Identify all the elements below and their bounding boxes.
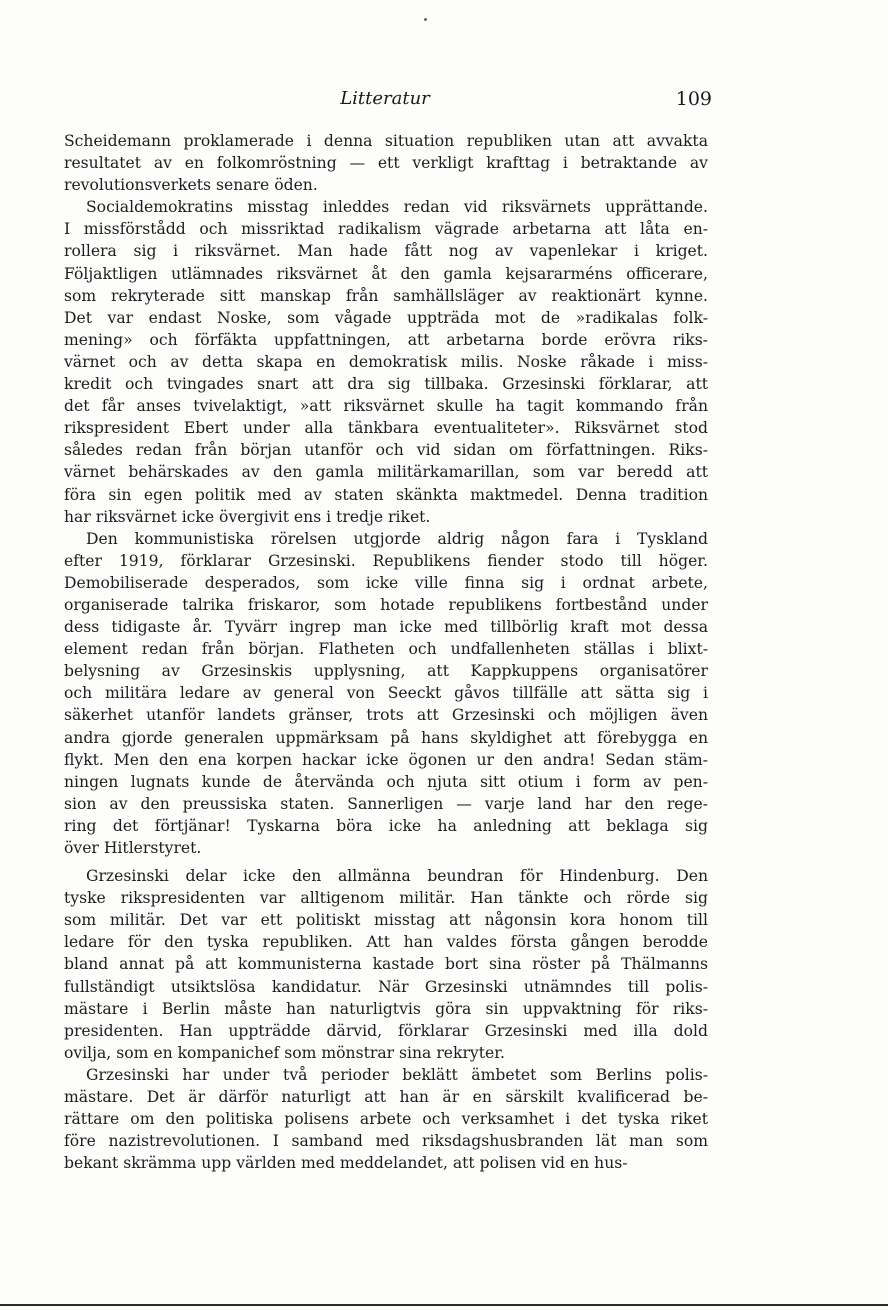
text-line: säkerhet utanför landets gränser, trots att Grzesinski och möjligen även: [64, 706, 708, 725]
text-line: således redan från början utanför och vid sidan om författningen. Riks-: [64, 441, 708, 460]
text-line: mästare i Berlin måste han naturligtvis göra sin uppvaktning för riks-: [64, 999, 708, 1018]
text-line: tyske rikspresidenten var alltigenom militär. Han tänkte och rörde sig: [64, 889, 708, 908]
text-line: andra gjorde generalen uppmärksam på hans skyldighet att förebygga en: [64, 728, 708, 747]
text-line: Scheidemann proklamerade i denna situation republiken utan att avvakta: [64, 132, 708, 150]
text-line: sion av den preussiska staten. Sannerligen — varje land har den rege-: [64, 794, 708, 813]
text-line: föra sin egen politik med av staten skänkta maktmedel. Denna tradition: [64, 485, 708, 504]
text-line: rättare om den politiska polisens arbete och verksamhet i det tyska riket: [64, 1110, 708, 1129]
text-line: Demobiliserade desperados, som icke ville finna sig i ordnat arbete,: [64, 573, 708, 592]
text-line: värnet och av detta skapa en demokratisk milis. Noske råkade i miss-: [64, 352, 708, 371]
text-line: revolutionsverkets senare öden.: [64, 176, 318, 195]
text-line: före nazistrevolutionen. I samband med riksdagshusbranden lät man som: [64, 1132, 708, 1151]
paragraph: [64, 130, 708, 196]
text-line: ovilja, som en kompanichef som mönstrar sina rekryter.: [64, 1043, 505, 1062]
text-line: kredit och tvingades snart att dra sig tillbaka. Grzesinski förklarar, att: [64, 375, 708, 394]
text-line: Socialdemokratins misstag inleddes redan vid riksvärnets upprättande.: [86, 198, 708, 217]
text-line: mästare. Det är därför naturligt att han är en särskilt kvalificerad be-: [64, 1088, 708, 1107]
print-speck: [424, 18, 427, 21]
page-bottom-edge: [0, 1304, 888, 1306]
text-line: dess tidigaste år. Tyvärr ingrep man icke med tillbörlig kraft mot dessa: [64, 618, 708, 637]
text-line: element redan från början. Flatheten och undfallenheten ställas i blixt-: [64, 640, 708, 659]
text-line: efter 1919, förklarar Grzesinski. Republikens fiender stodo till höger.: [64, 551, 708, 570]
page-number: 109: [675, 88, 712, 110]
text-line: och militära ledare av general von Seeckt gåvos tillfälle att sätta sig i: [64, 684, 708, 703]
paragraph: [64, 196, 708, 527]
paragraph: [64, 865, 708, 1064]
text-line: belysning av Grzesinskis upplysning, att Kappkuppens organisatörer: [64, 662, 708, 681]
text-line: rikspresident Ebert under alla tänkbara eventualiteter». Riksvärnet stod: [64, 419, 708, 438]
text-line: ring det förtjänar! Tyskarna böra icke ha anledning att beklaga sig: [64, 816, 708, 835]
text-line: rollera sig i riksvärnet. Man hade fått nog av vapenlekar i kriget.: [64, 242, 708, 261]
text-line: resultatet av en folkomröstning — ett verkligt krafttag i betraktande av: [64, 154, 708, 173]
text-line: bland annat på att kommunisterna kastade bort sina röster på Thälmanns: [64, 955, 708, 974]
text-line: som rekryterade sitt manskap från samhällsläger av reaktionärt kynne.: [64, 286, 708, 305]
paragraph: [64, 528, 708, 859]
text-line: fullständigt utsiktslösa kandidatur. När Grzesinski utnämndes till polis-: [64, 977, 708, 996]
text-line: värnet behärskades av den gamla militärkamarillan, som var beredd att: [64, 463, 708, 482]
text-line: Den kommunistiska rörelsen utgjorde aldrig någon fara i Tyskland: [86, 529, 708, 548]
text-line: det får anses tvivelaktigt, »att riksvärnet skulle ha tagit kommando från: [64, 397, 708, 416]
text-line: mening» och förfäkta uppfattningen, att arbetarna borde erövra riks-: [64, 330, 708, 349]
text-line: Grzesinski har under två perioder beklätt ämbetet som Berlins polis-: [86, 1065, 708, 1084]
text-line: har riksvärnet icke övergivit ens i tredje riket.: [64, 507, 431, 526]
text-line: organiserade talrika friskaror, som hotade republikens fortbestånd under: [64, 595, 708, 614]
running-title: Litteratur: [340, 88, 430, 109]
text-line: Följaktligen utlämnades riksvärnet åt den gamla kejsararméns officerare,: [64, 264, 708, 283]
text-line: över Hitlerstyret.: [64, 839, 202, 857]
body-text: [64, 130, 708, 1174]
text-line: presidenten. Han uppträdde därvid, förklarar Grzesinski med illa dold: [64, 1021, 708, 1040]
text-line: bekant skrämma upp världen med meddelandet, att polisen vid en hus-: [64, 1154, 628, 1173]
text-line: I missförstådd och missriktad radikalism vägrade arbetarna att låta en-: [64, 220, 708, 239]
text-line: ningen lugnats kunde de återvända och njuta sitt otium i form av pen-: [64, 772, 708, 791]
text-line: ledare för den tyska republiken. Att han valdes första gången berodde: [64, 933, 708, 952]
text-line: flykt. Men den ena korpen hackar icke ögonen ur den andra! Sedan stäm-: [64, 750, 708, 769]
text-line: Grzesinski delar icke den allmänna beundran för Hindenburg. Den: [86, 867, 708, 886]
text-line: Det var endast Noske, som vågade uppträda mot de »radikalas folk-: [64, 308, 708, 327]
text-line: som militär. Det var ett politiskt misstag att någonsin kora honom till: [64, 911, 708, 930]
paragraph: [64, 1064, 708, 1174]
